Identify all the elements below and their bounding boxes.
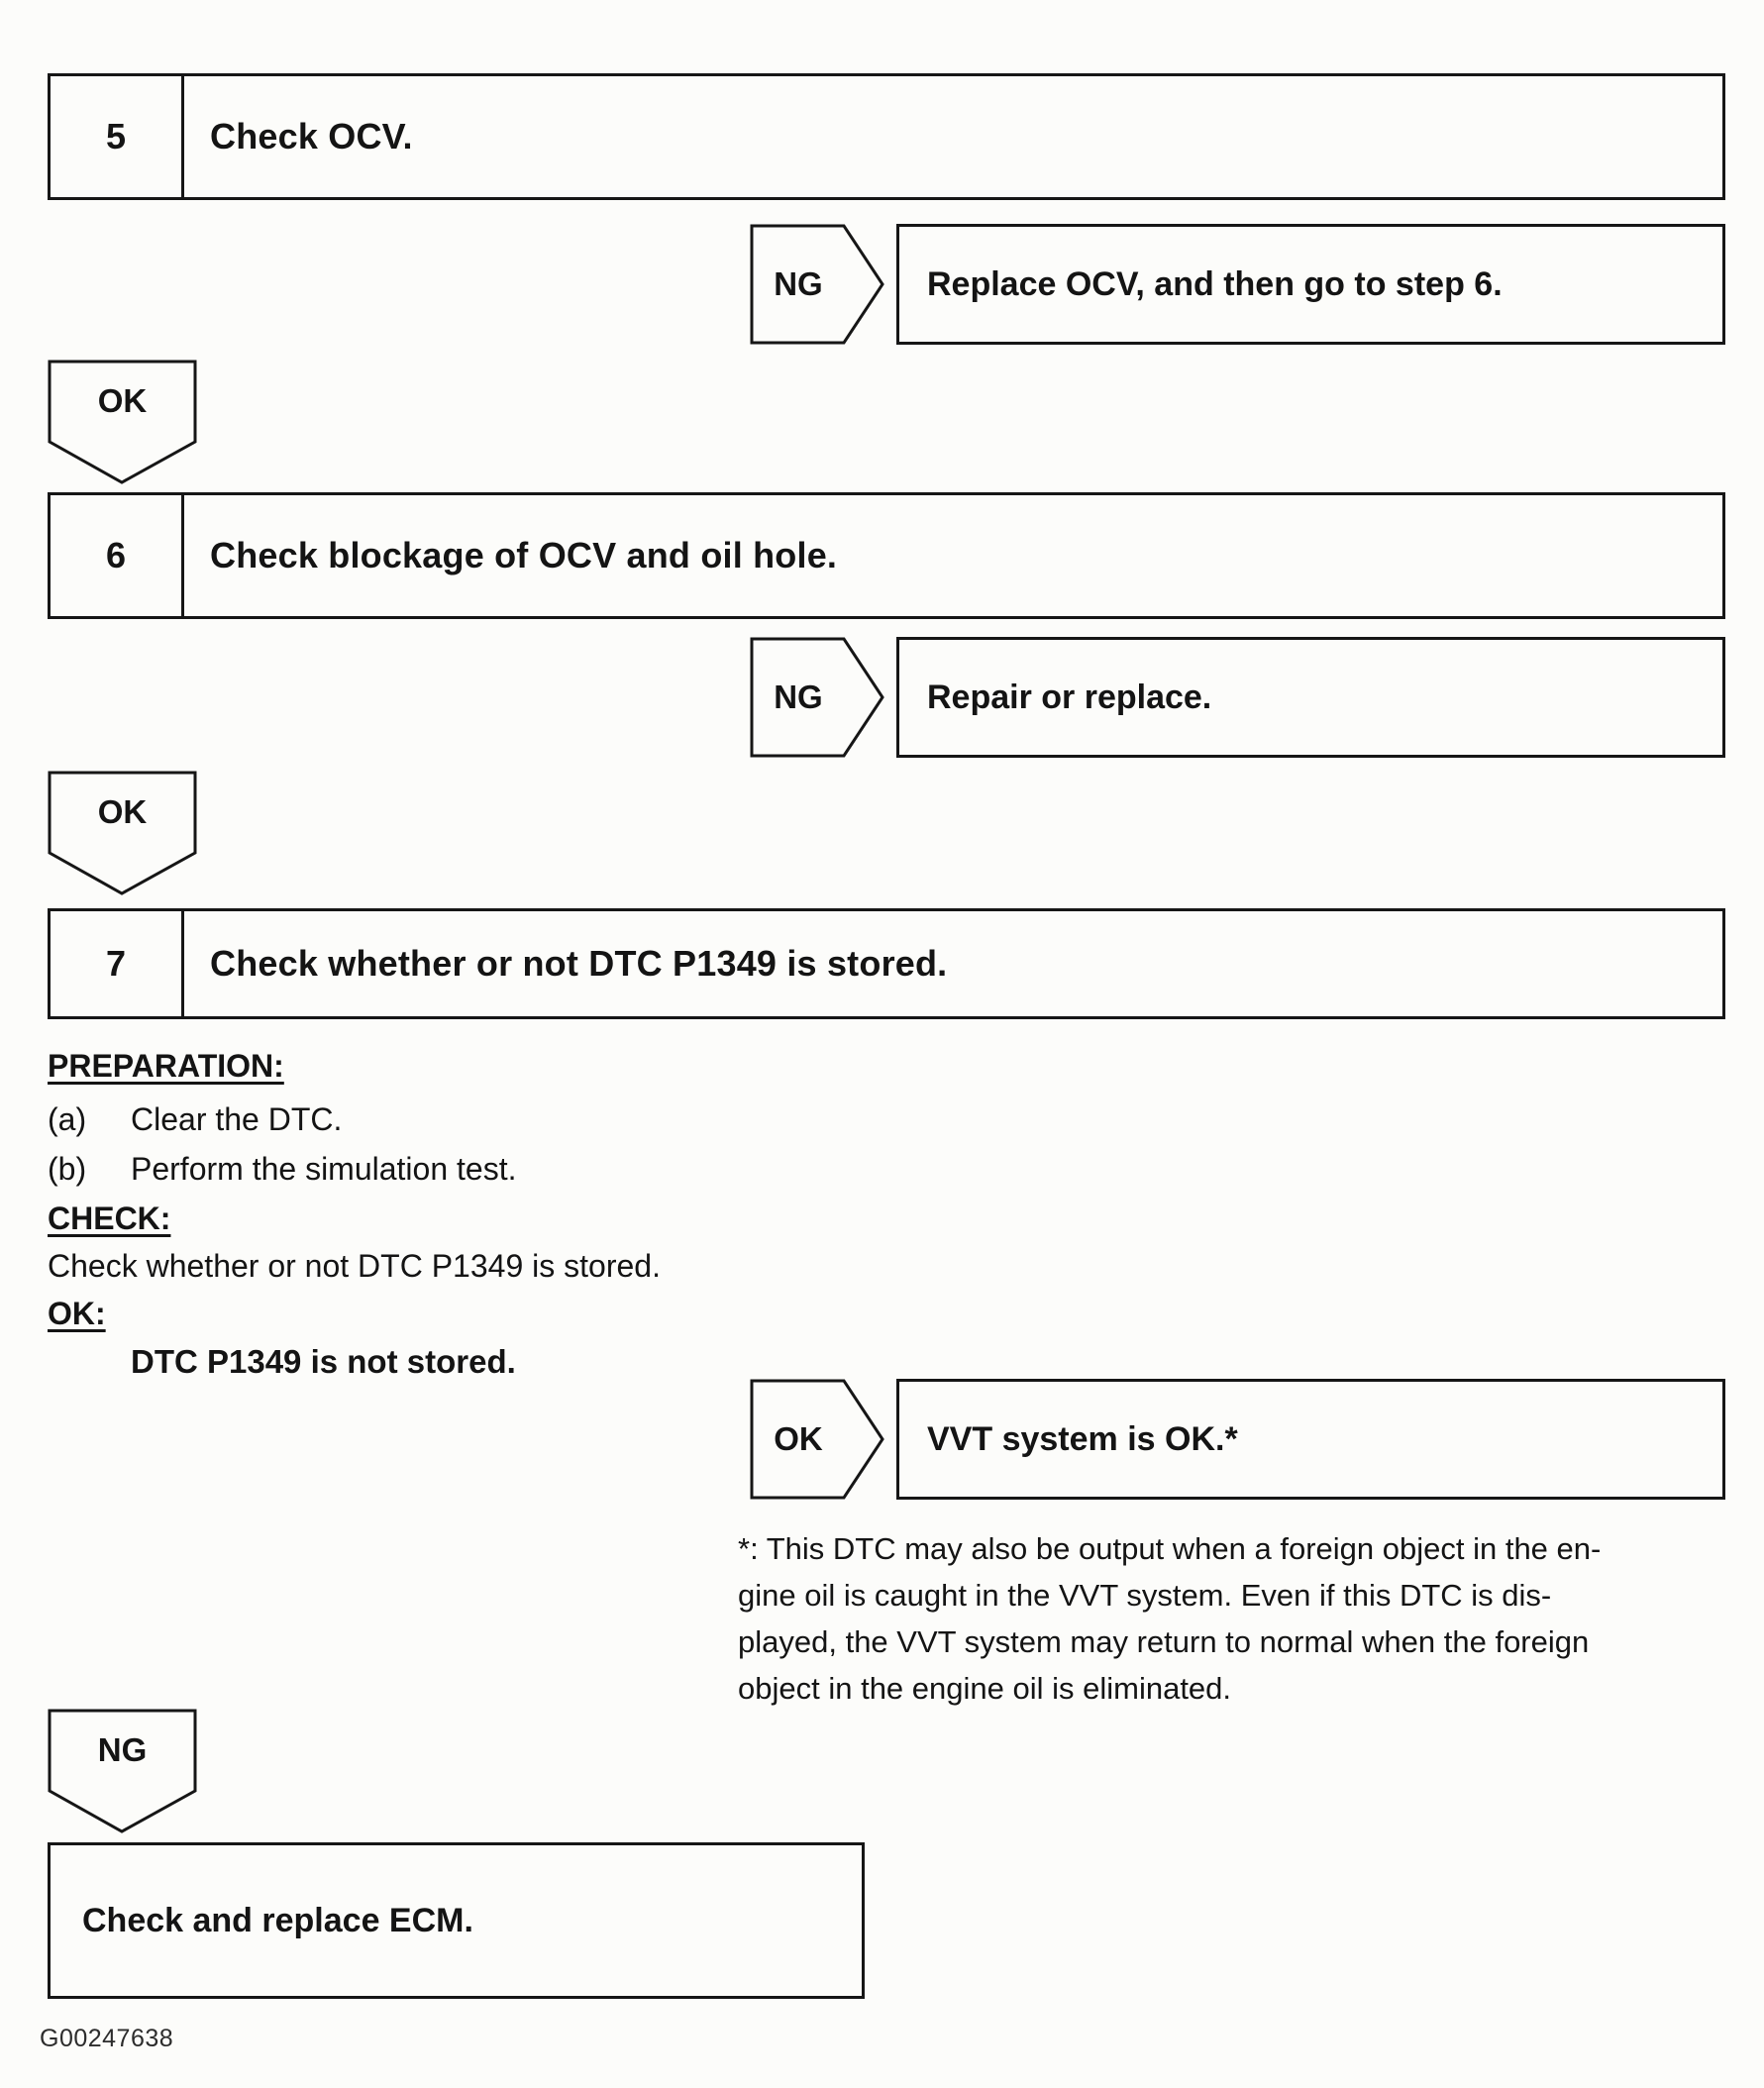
ng-connector-label: NG [97, 1730, 148, 1768]
ng-connector [48, 1709, 197, 1833]
ng-branch-tag-2 [750, 637, 884, 758]
check-text: Check whether or not DTC P1349 is stored. [48, 1248, 661, 1284]
item-b-marker: (b) [48, 1151, 87, 1187]
step-title-5: Check OCV. [210, 116, 413, 157]
ok-result-text: DTC P1349 is not stored. [131, 1343, 516, 1380]
step-box-5 [48, 73, 1725, 200]
step-number-5: 5 [51, 76, 184, 197]
step-number-7: 7 [51, 911, 184, 1016]
step-title-7: Check whether or not DTC P1349 is stored. [210, 943, 948, 984]
final-action-box [48, 1842, 865, 1999]
result-box-vvt-ok [896, 1379, 1725, 1500]
ok-connector-label-2: OK [97, 792, 148, 830]
footnote-line-1: *: This DTC may also be output when a foreign object in the en- [738, 1531, 1602, 1566]
ng-branch-label-1: NG [774, 265, 823, 302]
item-b-text: Perform the simulation test. [131, 1151, 517, 1187]
step-title-6: Check blockage of OCV and oil hole. [210, 535, 838, 575]
preparation-heading: PREPARATION: [48, 1048, 284, 1084]
result-box-replace-ocv [896, 224, 1725, 345]
ng-branch-label-2: NG [774, 679, 823, 715]
step-number-6: 6 [51, 495, 184, 616]
ok-branch-label: OK [774, 1420, 823, 1457]
result-text: VVT system is OK.* [927, 1419, 1238, 1458]
ok-connector-label-1: OK [97, 381, 148, 419]
item-a-text: Clear the DTC. [131, 1101, 343, 1137]
step-box-7 [48, 908, 1725, 1019]
figure-id: G00247638 [40, 2025, 174, 2052]
footnote-line-3: played, the VVT system may return to normal when the foreign [738, 1624, 1590, 1659]
item-a-marker: (a) [48, 1101, 87, 1137]
footnote-line-2: gine oil is caught in the VVT system. Even if this DTC is dis- [738, 1578, 1552, 1613]
result-box-repair-replace [896, 637, 1725, 758]
ok-branch-tag [750, 1379, 884, 1500]
check-heading: CHECK: [48, 1201, 171, 1236]
result-text: Repair or replace. [927, 678, 1212, 716]
ok-heading: OK: [48, 1296, 106, 1331]
step-box-6 [48, 492, 1725, 619]
ok-connector-1 [48, 360, 197, 484]
footnote [738, 1525, 1738, 1712]
ok-connector-2 [48, 771, 197, 895]
footnote-line-4: object in the engine oil is eliminated. [738, 1671, 1232, 1706]
result-text: Replace OCV, and then go to step 6. [927, 264, 1503, 303]
final-action-text: Check and replace ECM. [82, 1901, 473, 1939]
ng-branch-tag-1 [750, 224, 884, 345]
